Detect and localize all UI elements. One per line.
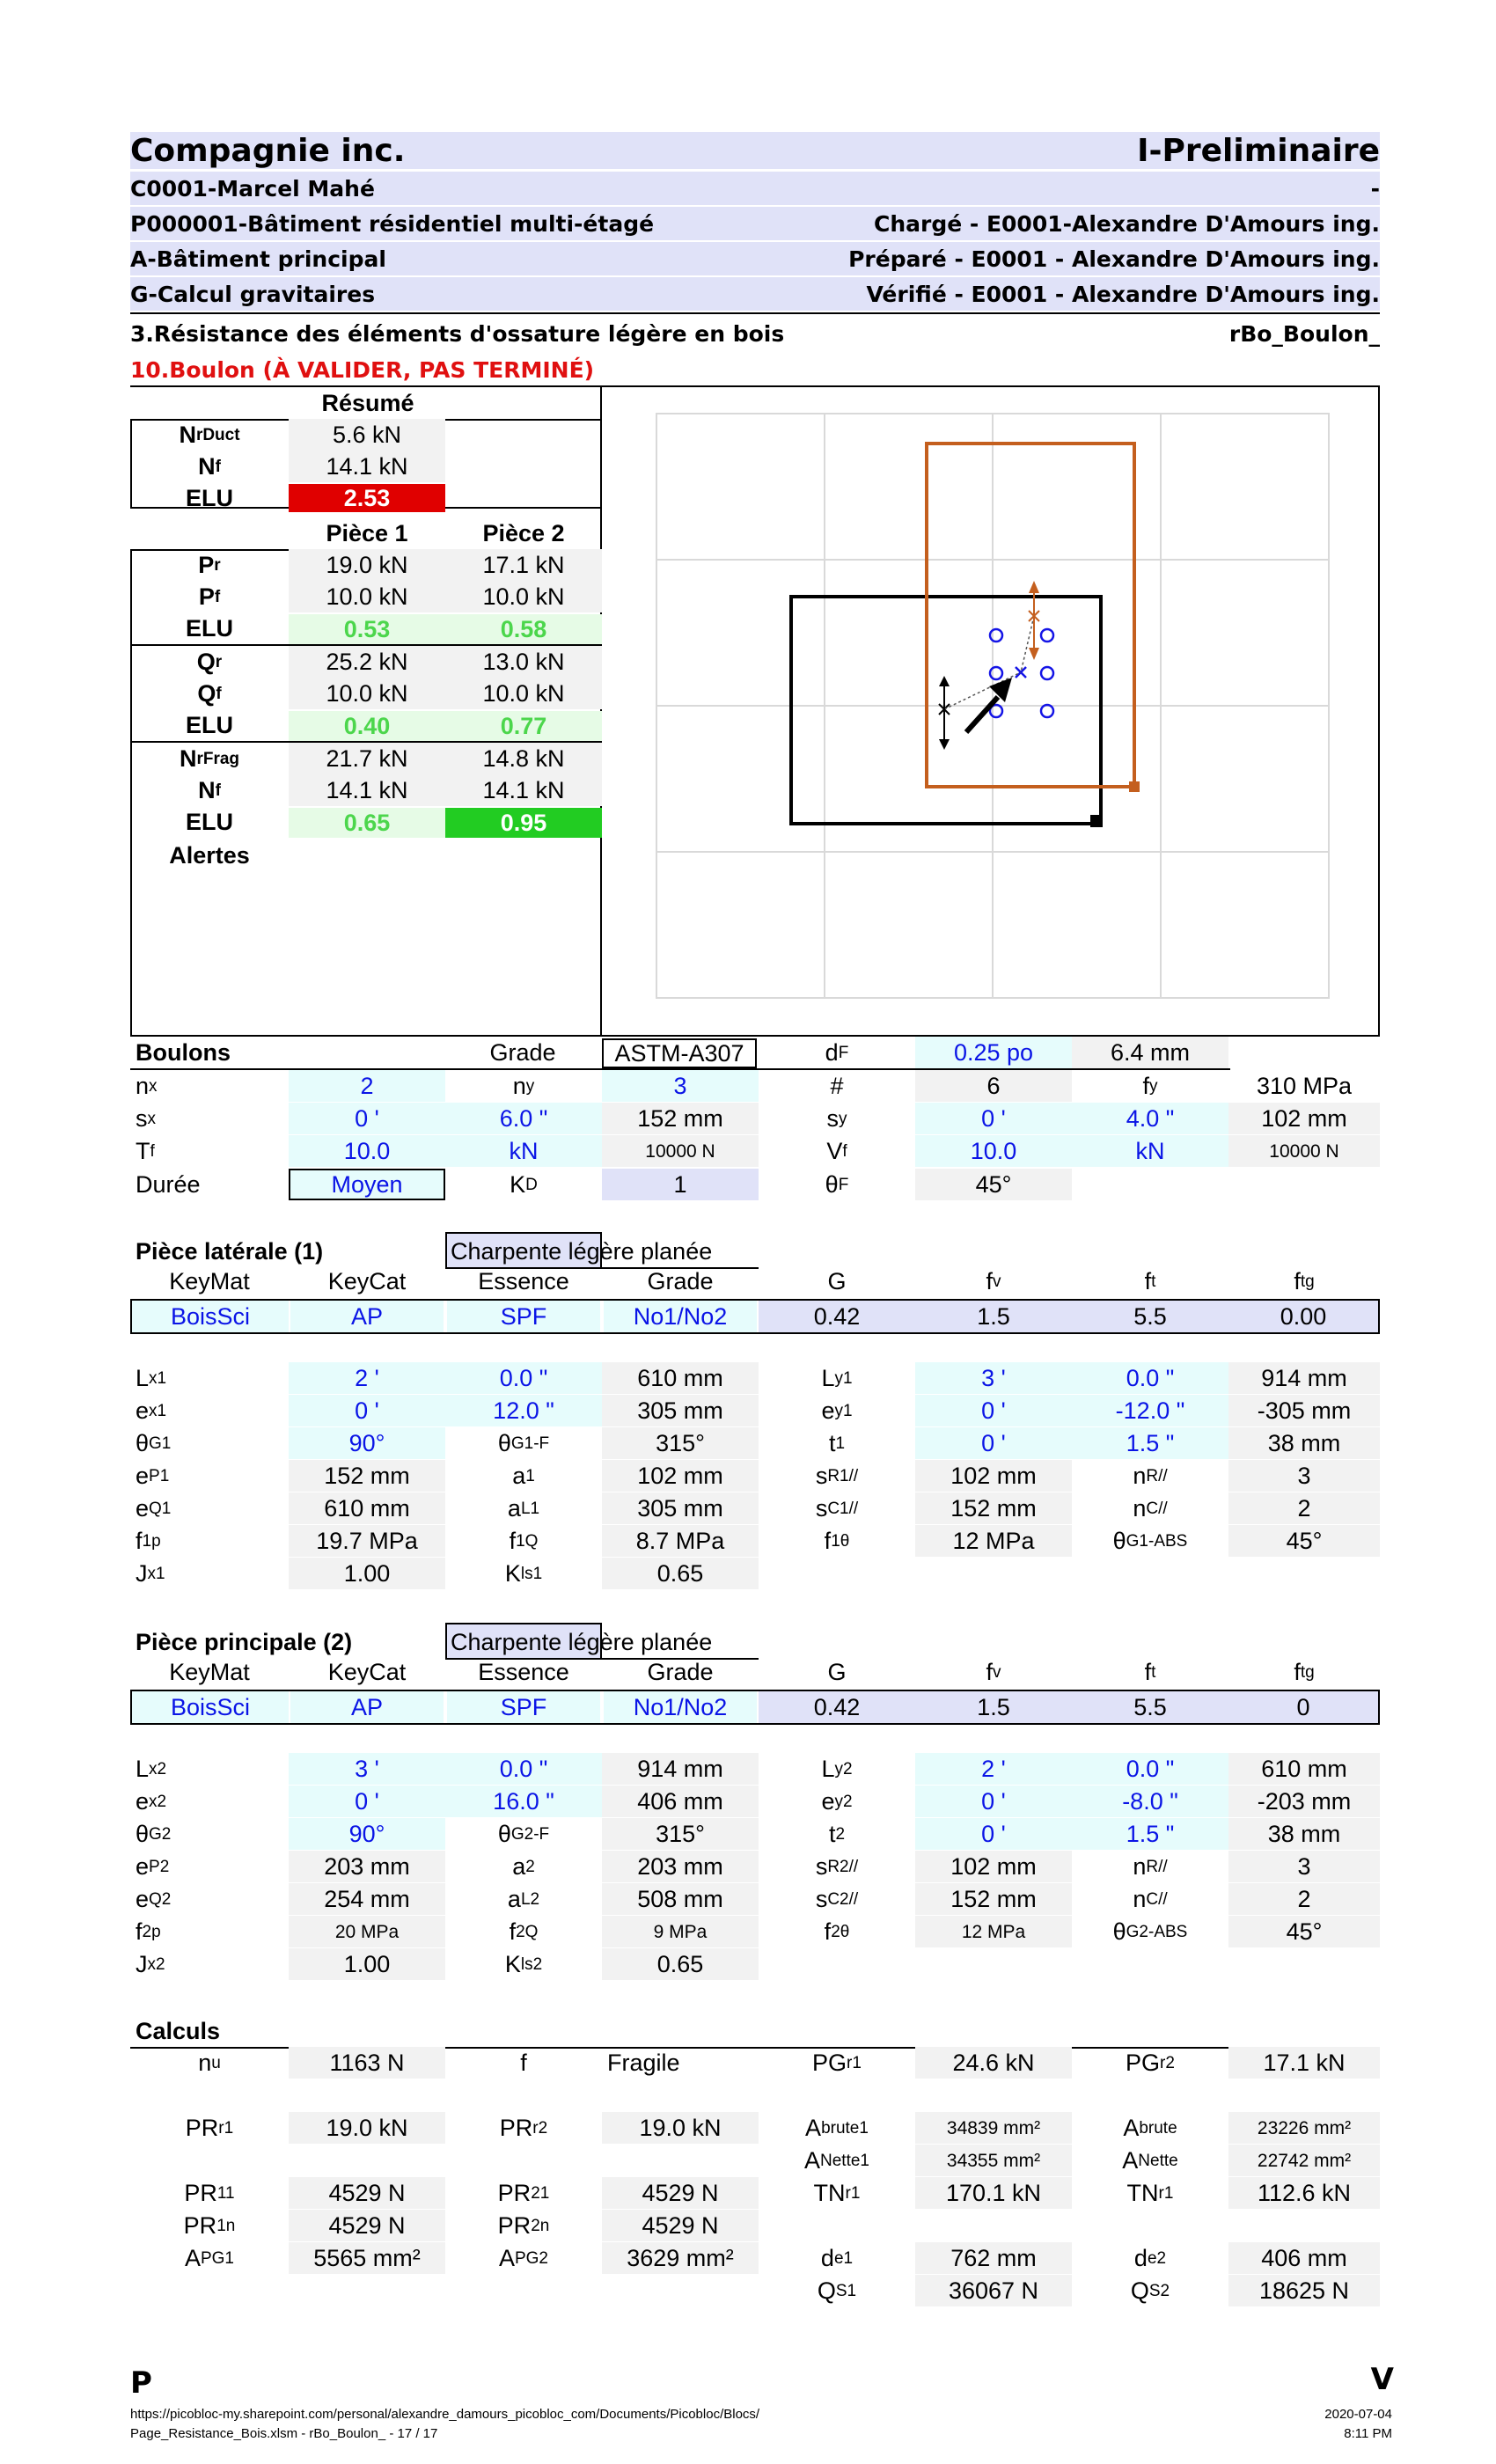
kd-label: K D (510, 1170, 538, 1198)
pr1n-value: 4529 N (289, 2210, 445, 2241)
nr-value: 3 (1228, 1460, 1380, 1492)
sr1-label: s R1// (815, 1462, 859, 1489)
ly2-mm: 610 mm (1228, 1753, 1380, 1785)
df-mm-value: 6.4 mm (1072, 1037, 1228, 1068)
anette1-label: A Nette1 (804, 2146, 869, 2174)
footer-left-letter: P (130, 2365, 152, 2401)
nrduct-label: N rDuct (179, 421, 240, 448)
pr21-value: 4529 N (602, 2177, 759, 2209)
thetaf-value: 45° (915, 1169, 1072, 1200)
g-label-2: G (827, 1658, 847, 1685)
sx-label: s x (136, 1104, 156, 1132)
thetaf-label: θ F (825, 1170, 849, 1198)
elu-label: ELU (186, 484, 233, 511)
main-keycat[interactable]: AP (290, 1691, 444, 1723)
nf-frag-label: N f (198, 776, 221, 803)
fy-label: f y (1142, 1072, 1158, 1099)
ey2-label: e y2 (821, 1787, 853, 1815)
nr2-label: n R// (1133, 1852, 1168, 1880)
f2p-value: 20 MPa (289, 1916, 445, 1947)
tnr1-value-a: 170.1 kN (915, 2177, 1072, 2209)
nf2-value: 14.1 kN (445, 774, 602, 806)
pgr2-value: 17.1 kN (1228, 2047, 1380, 2079)
calc-label: G-Calcul gravitaires (130, 281, 376, 307)
apg1-value: 5565 mm² (289, 2242, 445, 2274)
kls1-label: K ls1 (504, 1559, 543, 1587)
nc2-value: 2 (1228, 1883, 1380, 1915)
thetag2-label: θ G2 (136, 1820, 172, 1847)
sy-in-value[interactable]: 4.0 " (1072, 1103, 1228, 1134)
ex1-in[interactable]: 12.0 " (445, 1395, 602, 1426)
kls2-value: 0.65 (602, 1948, 759, 1980)
alerts-label: Alertes (169, 841, 250, 869)
qs2-value: 18625 N (1228, 2275, 1380, 2306)
apg1-label: A PG1 (184, 2244, 235, 2271)
project-label: P000001-Bâtiment résidentiel multi-étagé (130, 210, 655, 237)
prr2-label: PR r2 (499, 2114, 548, 2141)
tf-value[interactable]: 10.0 (289, 1135, 445, 1167)
thetag1-value[interactable]: 90° (289, 1427, 445, 1459)
anette-value: 22742 mm² (1228, 2145, 1380, 2176)
ly1-label: L y1 (821, 1364, 853, 1391)
qs2-label: Q S2 (1130, 2277, 1170, 2304)
kd-value: 1 (602, 1169, 759, 1200)
pr11-label: PR 11 (184, 2179, 235, 2206)
sx-in-value[interactable]: 6.0 " (445, 1103, 602, 1134)
keymat-label: KeyMat (169, 1267, 250, 1294)
f-label: f (520, 2049, 527, 2076)
ey1-mm: -305 mm (1228, 1395, 1380, 1426)
eq1-label: e Q1 (136, 1494, 172, 1522)
sy-label: s y (826, 1104, 847, 1132)
f-value: Fragile (607, 2049, 680, 2076)
kls2-label: K ls2 (504, 1950, 543, 1977)
ey2-ft[interactable]: 0 ' (915, 1786, 1072, 1817)
t2-mm: 38 mm (1228, 1818, 1380, 1850)
nc-value: 2 (1228, 1492, 1380, 1524)
header-row-4 (130, 242, 1380, 275)
header-row-1 (130, 132, 1380, 169)
t2-in[interactable]: 1.5 " (1072, 1818, 1228, 1850)
thetag1f-label: θ G1-F (497, 1429, 550, 1456)
footer-date: 2020-07-04 (1324, 2407, 1392, 2422)
qr1-value: 25.2 kN (289, 646, 445, 678)
bolts-grade-value[interactable]: ASTM-A307 (602, 1038, 757, 1068)
ft-label: f t (1144, 1267, 1156, 1294)
qf-label: Q f (197, 679, 222, 707)
sc2-label: s C2// (815, 1885, 859, 1912)
side-ft: 5.5 (1072, 1301, 1228, 1332)
main-keymat[interactable]: BoisSci (132, 1691, 289, 1723)
apg2-label: A PG2 (498, 2244, 549, 2271)
sc1-value: 152 mm (915, 1492, 1072, 1524)
t1-label: t 1 (828, 1429, 846, 1456)
bolts-title: Boulons (136, 1038, 231, 1066)
vf-n-value: 10000 N (1228, 1135, 1380, 1167)
pr21-label: PR 21 (497, 2179, 550, 2206)
abrute1-label: A brute1 (805, 2114, 869, 2141)
nrfrag-label: N rFrag (179, 744, 240, 772)
phase-label: I-Preliminaire (1137, 132, 1380, 169)
thetag1-label: θ G1 (136, 1429, 172, 1456)
pr1-value: 19.0 kN (289, 549, 445, 581)
t2-label: t 2 (828, 1820, 846, 1847)
main-fv: 1.5 (915, 1691, 1072, 1723)
pr-label: P r (198, 551, 221, 578)
tf-unit[interactable]: kN (445, 1135, 602, 1167)
footer-url: https://picobloc-my.sharepoint.com/personal/alexandre_damours_picobloc_com/Documents/Picobloc/Blocs/ (130, 2407, 760, 2422)
nrfrag2-value: 14.8 kN (445, 743, 602, 774)
pr11-value: 4529 N (289, 2177, 445, 2209)
thetag2f-value: 315° (602, 1818, 759, 1850)
f1theta-value: 12 MPa (915, 1525, 1072, 1557)
elu-q-label: ELU (186, 711, 233, 738)
vf-label: V f (826, 1137, 847, 1164)
f2q-label: f 2Q (509, 1918, 539, 1945)
header-row-5 (130, 277, 1380, 311)
de1-label: d e1 (820, 2244, 854, 2271)
sr1-value: 102 mm (915, 1460, 1072, 1492)
ep2-label: e P2 (136, 1852, 170, 1880)
nc-label: n C// (1133, 1494, 1168, 1522)
nx-value[interactable]: 2 (289, 1070, 445, 1102)
summary-title: Résumé (321, 389, 414, 416)
keycat-label-2: KeyCat (327, 1658, 407, 1685)
f2p-label: f 2p (136, 1918, 161, 1945)
abrute-label: A brute (1123, 2114, 1177, 2141)
sc1-label: s C1// (815, 1494, 859, 1522)
de1-value: 762 mm (915, 2242, 1072, 2274)
client-label: C0001-Marcel Mahé (130, 175, 375, 202)
side-member-corner (1090, 815, 1103, 827)
prr1-label: PR r1 (185, 2114, 234, 2141)
qf1-value: 10.0 kN (289, 678, 445, 709)
duree-label: Durée (136, 1170, 201, 1198)
ny-value[interactable]: 3 (602, 1070, 759, 1102)
de2-label: d e2 (1133, 2244, 1167, 2271)
sx-ft-value[interactable]: 0 ' (289, 1103, 445, 1134)
main-member-corner (1129, 781, 1140, 792)
company-name: Compagnie inc. (130, 132, 406, 169)
main-grade[interactable]: No1/No2 (604, 1691, 757, 1723)
pgr2-label: PG r2 (1126, 2049, 1175, 2076)
side-grade[interactable]: No1/No2 (604, 1301, 757, 1332)
vf-unit[interactable]: kN (1072, 1135, 1228, 1167)
ex2-mm: 406 mm (602, 1786, 759, 1817)
side-essence[interactable]: SPF (447, 1301, 600, 1332)
nu-label: n u (198, 2049, 221, 2076)
subsection-row (130, 353, 1380, 386)
nr-label: n R// (1133, 1462, 1168, 1489)
lx1-mm: 610 mm (602, 1362, 759, 1394)
apg2-value: 3629 mm² (602, 2242, 759, 2274)
ftg-label-2: f tg (1294, 1658, 1315, 1685)
ep1-label: e P1 (136, 1462, 170, 1489)
elu-n-label: ELU (186, 808, 233, 835)
essence-label-2: Essence (478, 1658, 569, 1685)
elu-n2-value: 0.95 (445, 808, 602, 838)
kls1-value: 0.65 (602, 1558, 759, 1589)
ex1-label: e x1 (136, 1397, 167, 1424)
f2theta-value: 12 MPa (915, 1916, 1072, 1947)
al2-value: 508 mm (602, 1883, 759, 1915)
thetag2f-label: θ G2-F (497, 1820, 550, 1847)
bolt-layout-diagram (602, 387, 1378, 1035)
tnr1-label-a: TN r1 (813, 2179, 861, 2206)
nu-value: 1163 N (289, 2047, 445, 2079)
anette1-value: 34355 mm² (915, 2145, 1072, 2176)
lx2-mm: 914 mm (602, 1753, 759, 1785)
side-type[interactable]: Charpente légère planée (451, 1237, 713, 1265)
footer-time: 8:11 PM (1344, 2426, 1392, 2441)
subsection-title: 10.Boulon (À VALIDER, PAS TERMINÉ) (130, 356, 595, 383)
ftg-label: f tg (1294, 1267, 1315, 1294)
thetag2-value[interactable]: 90° (289, 1818, 445, 1850)
side-ftg: 0.00 (1228, 1301, 1378, 1332)
piece1-header: Pièce 1 (326, 519, 408, 546)
ex1-mm: 305 mm (602, 1395, 759, 1426)
fv-label: f v (986, 1267, 1001, 1294)
lx2-label: L x2 (136, 1755, 167, 1782)
lx1-in[interactable]: 0.0 " (445, 1362, 602, 1394)
qf2-value: 10.0 kN (445, 678, 602, 709)
thetag1f-value: 315° (602, 1427, 759, 1459)
pf2-value: 10.0 kN (445, 581, 602, 612)
a2-value: 203 mm (602, 1851, 759, 1882)
jx2-value: 1.00 (289, 1948, 445, 1980)
eq2-label: e Q2 (136, 1885, 172, 1912)
eq2-value: 254 mm (289, 1883, 445, 1915)
pgr1-label: PG r1 (812, 2049, 862, 2076)
g-label: G (827, 1267, 847, 1294)
building-label: A-Bâtiment principal (130, 246, 386, 272)
ey1-ft[interactable]: 0 ' (915, 1395, 1072, 1426)
dash-label: - (1370, 175, 1380, 202)
tnr1-label-b: TN r1 (1126, 2179, 1174, 2206)
nrfrag1-value: 21.7 kN (289, 743, 445, 774)
abrute-value: 23226 mm² (1228, 2112, 1380, 2144)
elu-q2-value: 0.77 (445, 711, 602, 741)
pr2n-label: PR 2n (497, 2211, 550, 2239)
ly2-ft[interactable]: 2 ' (915, 1753, 1072, 1785)
sx-mm-value: 152 mm (602, 1103, 759, 1134)
main-g: 0.42 (759, 1691, 915, 1723)
df-value[interactable]: 0.25 po (915, 1037, 1072, 1068)
f1q-value: 8.7 MPa (602, 1525, 759, 1557)
count-label: # (830, 1072, 844, 1099)
al1-label: a L1 (507, 1494, 540, 1522)
grade-label-2: Grade (647, 1658, 714, 1685)
al1-value: 305 mm (602, 1492, 759, 1524)
f2q-value: 9 MPa (602, 1916, 759, 1947)
f1p-label: f 1p (136, 1527, 161, 1554)
pf1-value: 10.0 kN (289, 581, 445, 612)
nrduct-value: 5.6 kN (289, 419, 445, 451)
main-member-outline (927, 444, 1134, 787)
header-row-2 (130, 172, 1380, 205)
f1q-label: f 1Q (509, 1527, 539, 1554)
header-row-3 (130, 207, 1380, 240)
elu-p1-value: 0.53 (289, 614, 445, 644)
nc2-label: n C// (1133, 1885, 1168, 1912)
ly1-in[interactable]: 0.0 " (1072, 1362, 1228, 1394)
side-title: Pièce latérale (1) (136, 1237, 324, 1265)
sc2-value: 152 mm (915, 1883, 1072, 1915)
ex1-ft[interactable]: 0 ' (289, 1395, 445, 1426)
lx1-label: L x1 (136, 1364, 167, 1391)
side-keycat[interactable]: AP (290, 1301, 444, 1332)
pf-label: P f (198, 583, 221, 610)
sy-mm-value: 102 mm (1228, 1103, 1380, 1134)
nf-value: 14.1 kN (289, 451, 445, 482)
duree-select[interactable]: Moyen (289, 1169, 445, 1200)
fy-value: 310 MPa (1256, 1072, 1353, 1099)
t1-mm: 38 mm (1228, 1427, 1380, 1459)
ex2-in[interactable]: 16.0 " (445, 1786, 602, 1817)
a1-value: 102 mm (602, 1460, 759, 1492)
pgr1-value: 24.6 kN (915, 2047, 1072, 2079)
grade-label: Grade (647, 1267, 714, 1294)
pr2-value: 17.1 kN (445, 549, 602, 581)
calc-title: Calculs (136, 2017, 221, 2044)
lx1-ft[interactable]: 2 ' (289, 1362, 445, 1394)
ly2-in[interactable]: 0.0 " (1072, 1753, 1228, 1785)
elu-q1-value: 0.40 (289, 711, 445, 741)
lx2-in[interactable]: 0.0 " (445, 1753, 602, 1785)
jx2-label: J x2 (136, 1950, 165, 1977)
f2theta-label: f 2θ (824, 1918, 850, 1945)
sy-ft-value[interactable]: 0 ' (915, 1103, 1072, 1134)
t1-ft[interactable]: 0 ' (915, 1427, 1072, 1459)
fv-label-2: f v (986, 1658, 1001, 1685)
section-title: 3.Résistance des éléments d'ossature légère en bois (130, 320, 785, 347)
thetag1abs-value: 45° (1228, 1525, 1380, 1557)
ep2-value: 203 mm (289, 1851, 445, 1882)
elu-p-label: ELU (186, 614, 233, 642)
prepare-label: Préparé - E0001 - Alexandre D'Amours ing. (848, 246, 1380, 272)
abrute1-value: 34839 mm² (915, 2112, 1072, 2144)
keycat-label: KeyCat (327, 1267, 407, 1294)
jx1-label: J x1 (136, 1559, 165, 1587)
force-arrows (939, 581, 1039, 750)
ex2-ft[interactable]: 0 ' (289, 1786, 445, 1817)
a1-label: a 1 (512, 1462, 535, 1489)
qr2-value: 13.0 kN (445, 646, 602, 678)
main-ftg: 0 (1228, 1691, 1378, 1723)
elu-p2-value: 0.58 (445, 614, 602, 644)
section-row (130, 317, 1380, 350)
qr-label: Q r (196, 648, 223, 675)
nr2-value: 3 (1228, 1851, 1380, 1882)
charge-label: Chargé - E0001-Alexandre D'Amours ing. (873, 210, 1380, 237)
ly2-label: L y2 (821, 1755, 853, 1782)
jx1-value: 1.00 (289, 1558, 445, 1589)
pr1n-label: PR 1n (183, 2211, 236, 2239)
ex2-label: e x2 (136, 1787, 167, 1815)
bolts-grade-label: Grade (489, 1038, 556, 1066)
f1p-value: 19.7 MPa (289, 1525, 445, 1557)
anette-label: A Nette (1122, 2146, 1178, 2174)
thetag2abs-label: θ G2-ABS (1112, 1918, 1188, 1945)
main-essence[interactable]: SPF (447, 1691, 600, 1723)
ly1-mm: 914 mm (1228, 1362, 1380, 1394)
elu-value: 2.53 (289, 484, 445, 512)
de2-value: 406 mm (1228, 2242, 1380, 2274)
pr2n-value: 4529 N (602, 2210, 759, 2241)
ey2-mm: -203 mm (1228, 1786, 1380, 1817)
prr2-value: 19.0 kN (602, 2112, 759, 2144)
nf1-value: 14.1 kN (289, 774, 445, 806)
main-type[interactable]: Charpente légère planée (451, 1628, 713, 1655)
main-title: Pièce principale (2) (136, 1628, 353, 1655)
side-fv: 1.5 (915, 1301, 1072, 1332)
keymat-label-2: KeyMat (169, 1658, 250, 1685)
t1-in[interactable]: 1.5 " (1072, 1427, 1228, 1459)
qs1-value: 36067 N (915, 2275, 1072, 2306)
f1theta-label: f 1θ (824, 1527, 850, 1554)
vf-value[interactable]: 10.0 (915, 1135, 1072, 1167)
side-g: 0.42 (759, 1301, 915, 1332)
df-label: d F (825, 1038, 849, 1066)
al2-label: a L2 (507, 1885, 540, 1912)
ly1-ft[interactable]: 3 ' (915, 1362, 1072, 1394)
qs1-label: Q S1 (817, 2277, 857, 2304)
thetag2abs-value: 45° (1228, 1916, 1380, 1947)
thetag1abs-label: θ G1-ABS (1112, 1527, 1188, 1554)
elu-n1-value: 0.65 (289, 808, 445, 838)
main-ft: 5.5 (1072, 1691, 1228, 1723)
footer-right-letter: V (1370, 2362, 1394, 2397)
essence-label: Essence (478, 1267, 569, 1294)
side-keymat[interactable]: BoisSci (132, 1301, 289, 1332)
lx2-ft[interactable]: 3 ' (289, 1753, 445, 1785)
a2-label: a 2 (512, 1852, 535, 1880)
tf-label: T f (136, 1137, 155, 1164)
eq1-value: 610 mm (289, 1492, 445, 1524)
section-code: rBo_Boulon_ (1228, 320, 1380, 347)
dotted-links (944, 616, 1034, 709)
t2-ft[interactable]: 0 ' (915, 1818, 1072, 1850)
ey1-in[interactable]: -12.0 " (1072, 1395, 1228, 1426)
nf-label: N f (198, 452, 221, 480)
count-value: 6 (915, 1070, 1072, 1102)
tf-n-value: 10000 N (602, 1135, 759, 1167)
verifie-label: Vérifié - E0001 - Alexandre D'Amours ing. (866, 281, 1380, 307)
ep1-value: 152 mm (289, 1460, 445, 1492)
ey2-in[interactable]: -8.0 " (1072, 1786, 1228, 1817)
ft-label-2: f t (1144, 1658, 1156, 1685)
nx-label: n x (136, 1072, 158, 1099)
sr2-label: s R2// (815, 1852, 859, 1880)
prr1-value: 19.0 kN (289, 2112, 445, 2144)
footer-file: Page_Resistance_Bois.xlsm - rBo_Boulon_ - 17 / 17 (130, 2426, 438, 2441)
sr2-value: 102 mm (915, 1851, 1072, 1882)
ny-label: n y (512, 1072, 535, 1099)
tnr1-value-b: 112.6 kN (1228, 2177, 1380, 2209)
divider (130, 312, 1380, 314)
piece2-header: Pièce 2 (482, 519, 565, 546)
ey1-label: e y1 (821, 1397, 853, 1424)
